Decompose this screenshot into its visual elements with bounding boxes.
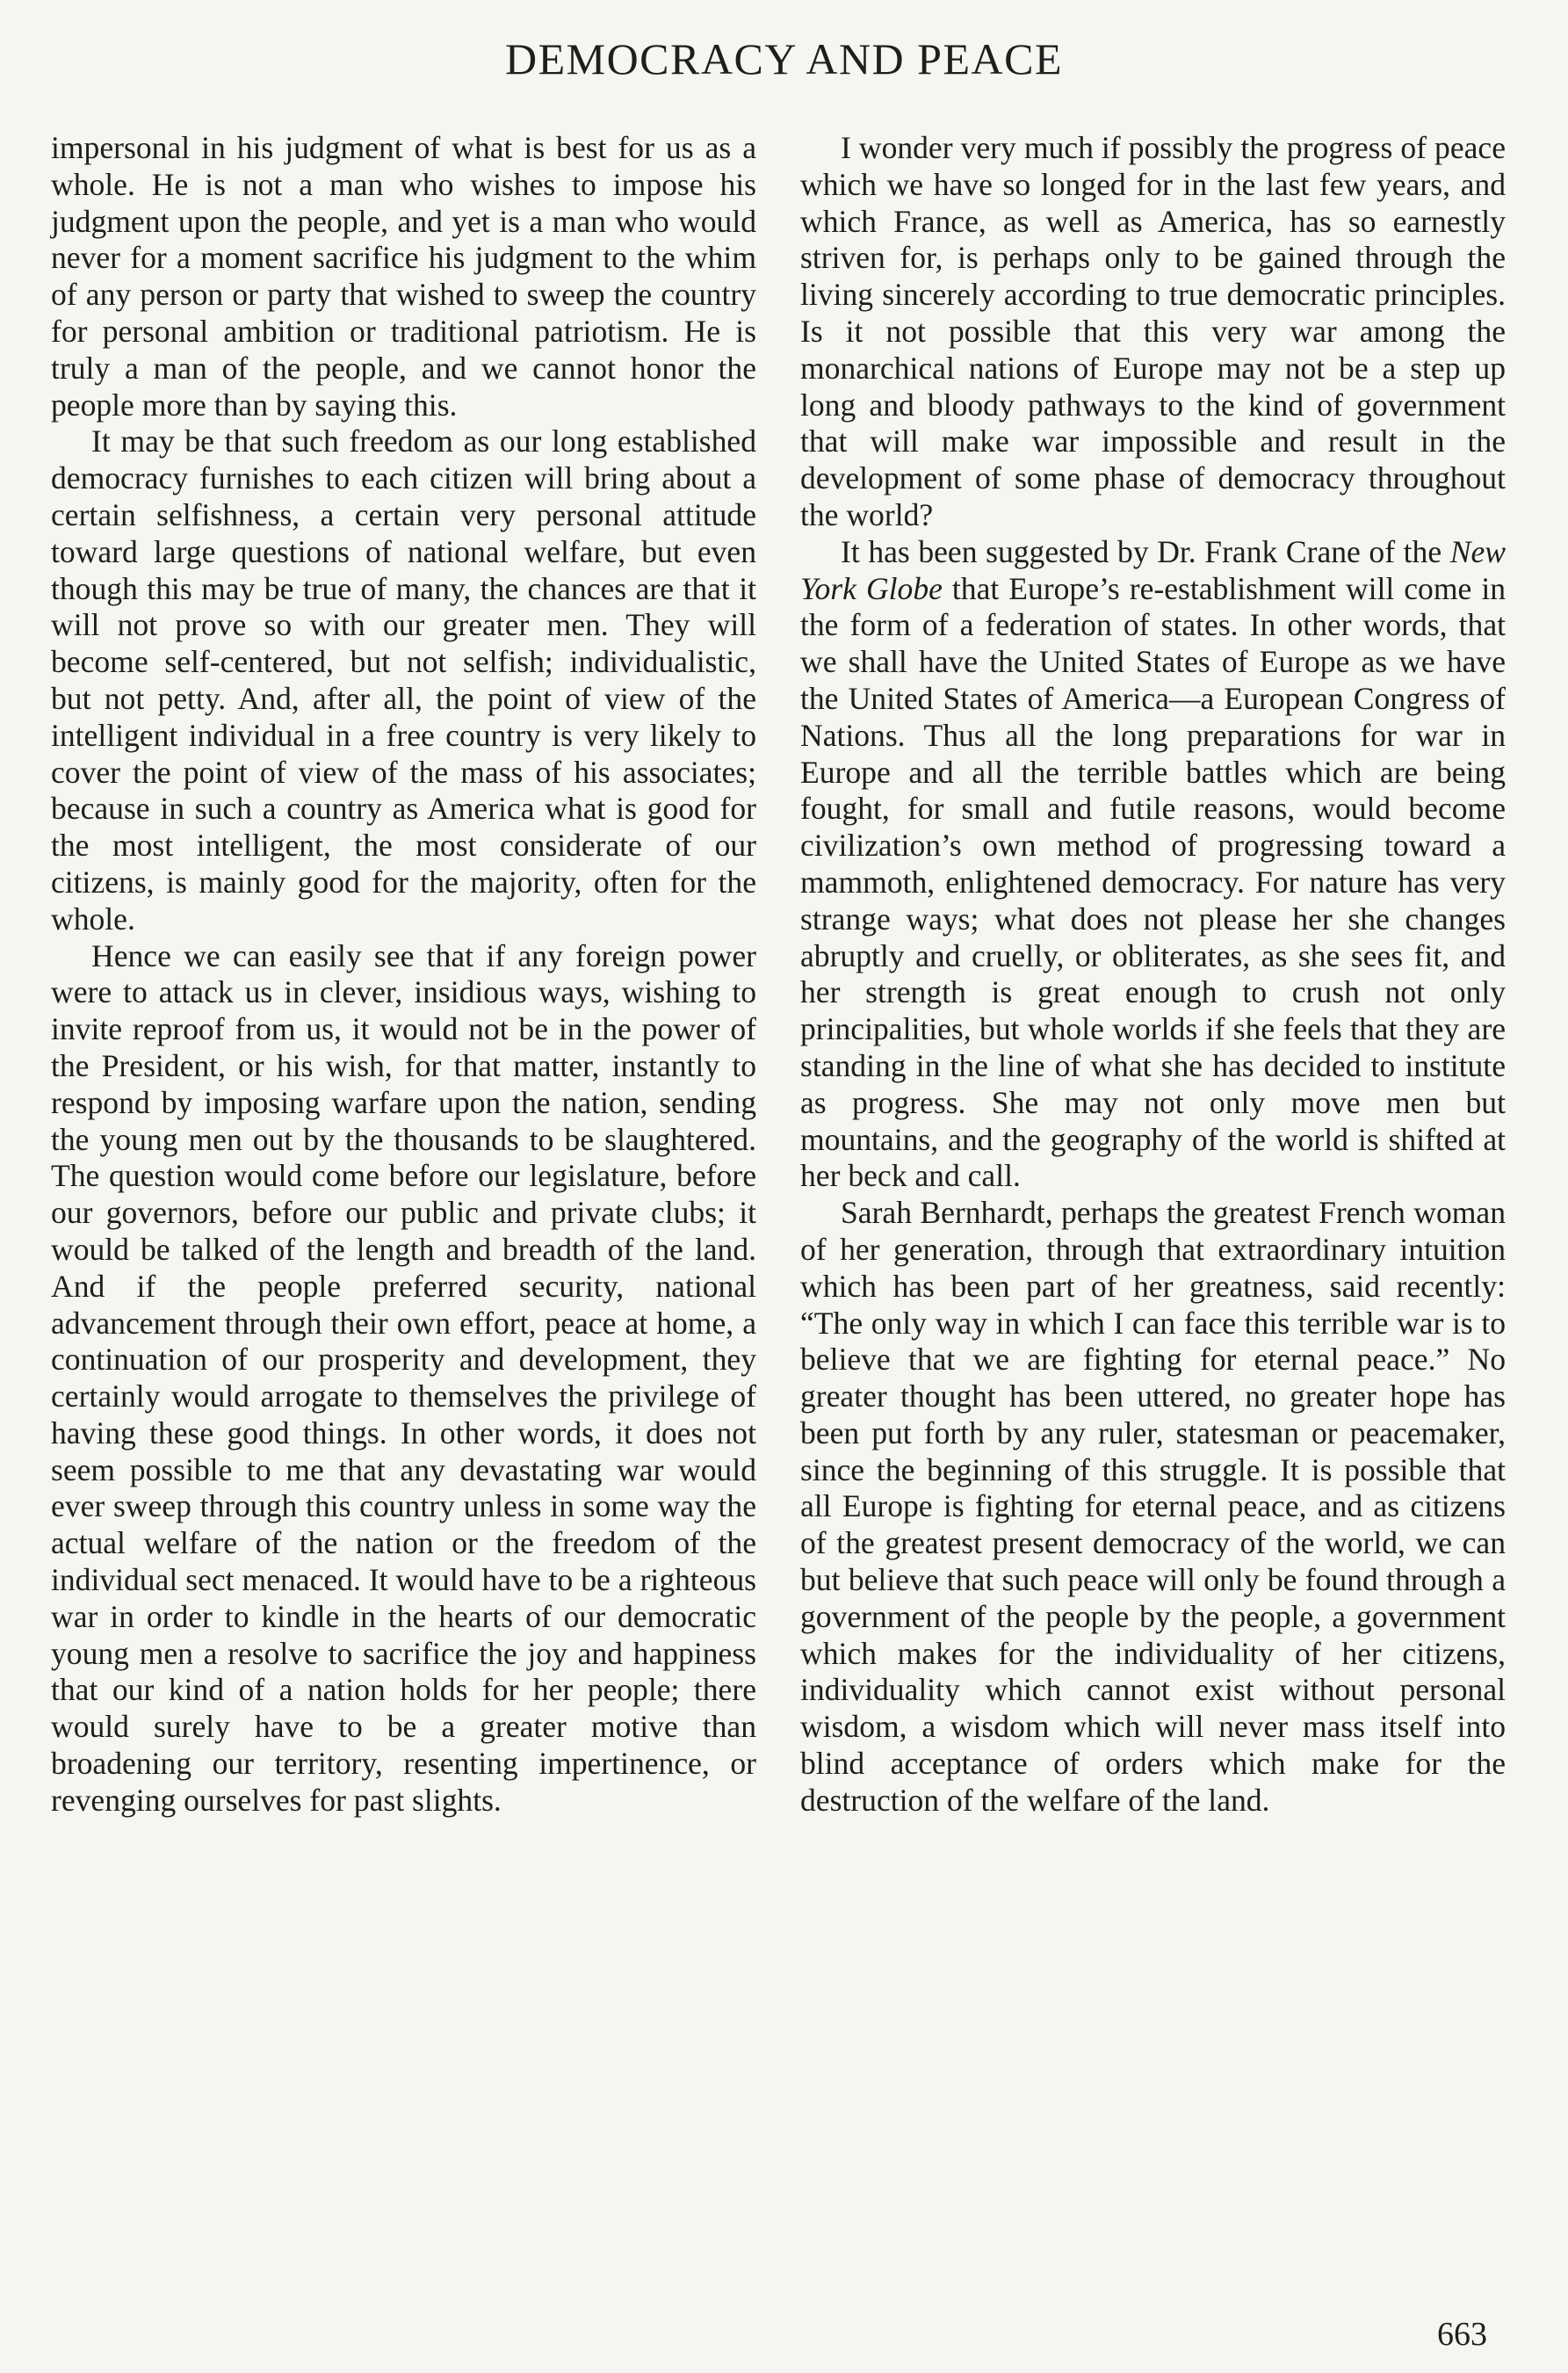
right-text-column (800, 130, 1506, 1820)
paragraph-frank-crane (800, 534, 1506, 1195)
paragraph-progress-of-peace: I wonder very much if possibly the progress of peace which we have so longed for in the last few years, and which France, as well as America, has so earnestly striven for, is perhaps only to be gained through the living sincerely according to true democratic principles. Is it not possible that this very war among the monarchical nations of Europe may not be a step up long and bloody pathways to the kind of government that will make war impossible and result in the development of some phase of democracy throughout the world? (800, 130, 1506, 532)
paragraph-sarah-bernhardt: Sarah Bernhardt, perhaps the greatest French woman of her generation, through that extraordinary intuition which has been part of her greatness, said recently: “The only way in which I can face this terrible war is to believe that we are fighting for eternal peace.” No greater thought has been uttered, no greater hope has been put forth by any ruler, statesman or peacemaker, since the beginning of this struggle. It is possible that all Europe is fighting for eternal peace, and as citizens of the greatest present democracy of the world, we can but believe that such peace will only be found through a government of the people by the people, a government which makes for the individuality of her citizens, individuality which cannot exist without personal wisdom, a wisdom which will never mass itself into blind acceptance of orders which make for the destruction of the welfare of the land. (800, 1195, 1506, 1818)
crane-text-after: that Europe’s re-establishment will come in the form of a federation of states. In other words, that we shall have the United States of Europe as we have the United States of America—a European Congress of Nations. Thus all the long preparations for war in Europe and all the terrible battles which are being fought, for small and futile reasons, would become civilization’s own method of progressing toward a mammoth, enlightened democracy. For nature has very strange ways; what does not please her she changes abruptly and cruelly, or obliterates, as she sees fit, and her strength is great enough to crush not only principalities, but whole worlds if she feels that they are standing in the line of what she has decided to institute as progress. She may not only move men but mountains, and the geography of the world is shifted at her beck and call. (800, 570, 1506, 1194)
paragraph-continued: impersonal in his judgment of what is best for us as a whole. He is not a man who wishes to impose his judgment upon the people, and yet is a man who would never for a moment sacrifice his judgment to the whim of any person or party that wished to sweep the country for personal ambition or traditional patriotism. He is truly a man of the people, and we cannot honor the people more than by saying this. (51, 130, 756, 423)
page-number: 663 (1437, 2316, 1487, 2353)
page-title: DEMOCRACY AND PEACE (504, 34, 1064, 83)
crane-text-before: It has been suggested by Dr. Frank Crane of the (841, 533, 1450, 569)
paragraph-democracy-freedom: It may be that such freedom as our long established democracy furnishes to each citizen will bring about a certain selfishness, a certain very personal attitude toward large questions of national welfare, but even though this may be true of many, the chances are that it will not prove so with our greater men. They will become self-centered, but not selfish; individualistic, but not petty. And, after all, the point of view of the intelligent individual in a free country is very likely to cover the point of view of the mass of his associates; because in such a country as America what is good for the most intelligent, the most considerate of our citizens, is mainly good for the majority, often for the whole. (51, 423, 756, 937)
left-text-column (51, 130, 756, 1820)
paragraph-foreign-power: Hence we can easily see that if any foreign power were to attack us in clever, insidious ways, wishing to invite reproof from us, it would not be in the power of the President, or his wish, for that matter, instantly to respond by imposing warfare upon the nation, sending the young men out by the thousands to be slaughtered. The question would come before our legislature, before our governors, before our public and private clubs; it would be talked of the length and breadth of the land. And if the people preferred security, national advancement through their own effort, peace at home, a continuation of our prosperity and development, they certainly would arrogate to themselves the privilege of having these good things. In other words, it does not seem possible to me that any devastating war would ever sweep through this country unless in some way the actual welfare of the nation or the freedom of the individual sect menaced. It would have to be a righteous war in order to kindle in the hearts of our democratic young men a resolve to sacrifice the joy and happiness that our kind of a nation holds for her people; there would surely have to be a greater motive than broadening our territory, resenting impertinence, or revenging ourselves for past slights. (51, 937, 756, 1818)
publication-title: New York Globe (800, 533, 1506, 606)
